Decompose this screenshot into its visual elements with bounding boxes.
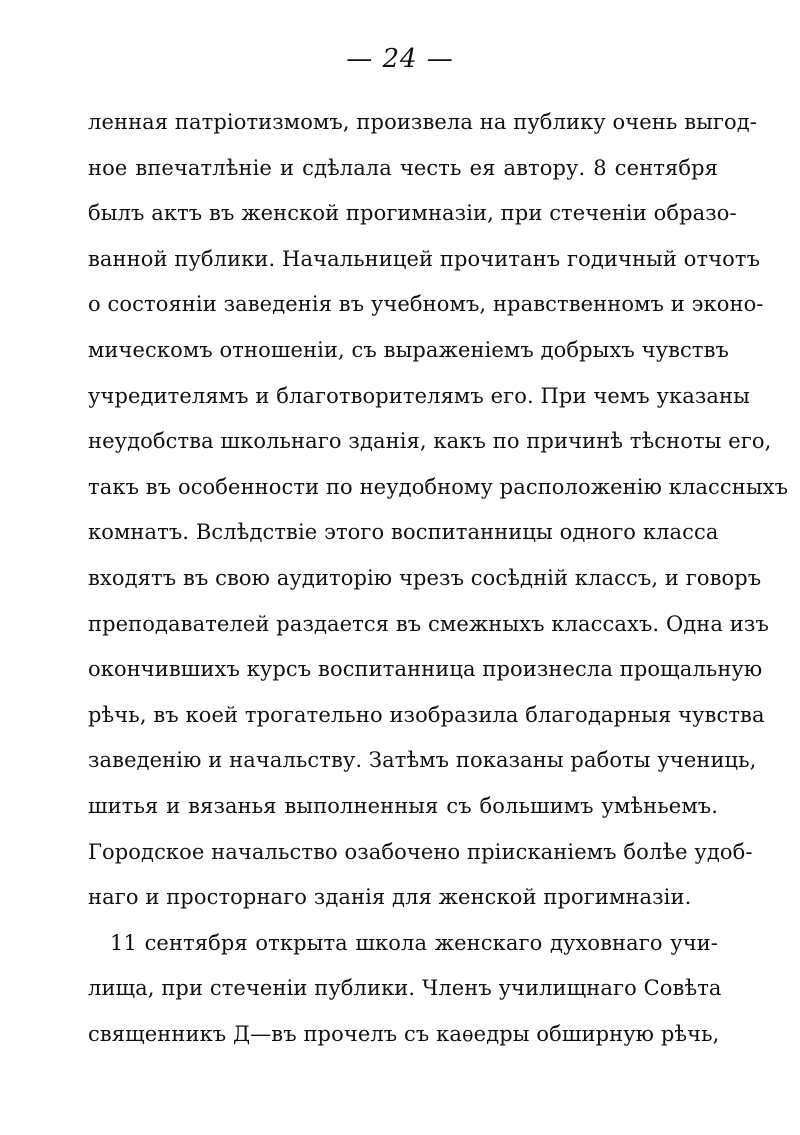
text-line: мическомъ отношеніи, съ выраженіемъ добрыхъ чувствъ: [88, 337, 729, 362]
text-line: преподавателей раздается въ смежныхъ классахъ. Одна изъ: [88, 611, 769, 636]
body-text: [88, 100, 789, 1057]
paragraph-1: [88, 100, 789, 921]
text-line: неудобства школьнаго зданія, какъ по причинѣ тѣсноты его,: [88, 429, 772, 454]
text-line: рѣчь, въ коей трогательно изобразила благодарныя чувства: [88, 702, 765, 727]
text-line: учредителямъ и благотворителямъ его. При чемъ указаны: [88, 383, 750, 408]
text-line: шитья и вязанья выполненныя съ большимъ умѣньемъ.: [88, 793, 718, 818]
text-line: заведенію и начальству. Затѣмъ показаны работы учениць,: [88, 748, 757, 773]
text-line: 11 сентября открыта школа женскаго духовнаго учи-: [110, 930, 718, 955]
text-line: комнатъ. Вслѣдствіе этого воспитанницы одного класса: [88, 520, 719, 545]
text-line: о состояніи заведенія въ учебномъ, нравственномъ и эконо-: [88, 292, 764, 317]
text-line: наго и просторнаго зданія для женской прогимназіи.: [88, 885, 692, 910]
text-line: ванной публики. Начальницей прочитанъ годичный отчотъ: [88, 246, 761, 271]
text-line: былъ актъ въ женской прогимназіи, при стеченіи образо-: [88, 201, 737, 226]
page-number: — 24 —: [346, 44, 454, 74]
text-line: ленная патріотизмомъ, произвела на публику очень выгод-: [88, 110, 757, 134]
text-line: священникъ Д—въ прочелъ съ каѳедры обширную рѣчь,: [88, 1021, 720, 1046]
text-line: входятъ въ свою аудиторію чрезъ сосѣдній классъ, и говоръ: [88, 565, 762, 590]
text-line: окончившихъ курсъ воспитанница произнесла прощальную: [88, 657, 763, 682]
text-line: Городское начальство озабочено пріисканіемъ болѣе удоб-: [88, 839, 753, 864]
text-line: лища, при стеченіи публики. Членъ училищнаго Совѣта: [88, 976, 722, 1001]
text-line: ное впечатлѣніе и сдѣлала честь ея автору. 8 сентября: [88, 155, 718, 180]
text-line: такъ въ особенности по неудобному расположенію классныхъ: [88, 474, 789, 499]
paragraph-2: [88, 921, 722, 1058]
